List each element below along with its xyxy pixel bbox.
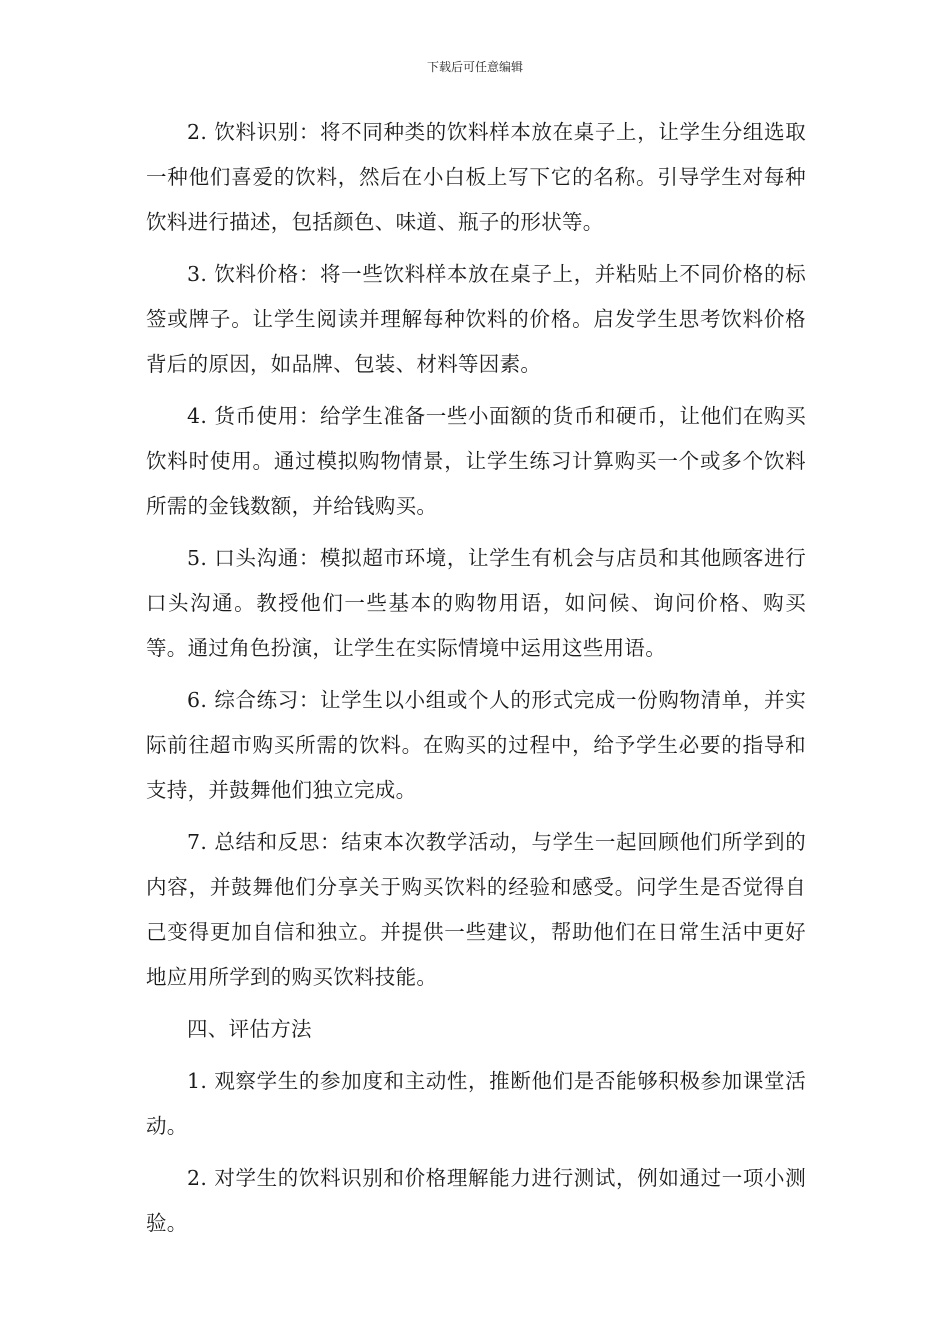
paragraph-summary-reflection: 7. 总结和反思：结束本次教学活动，与学生一起回顾他们所学到的内容，并鼓舞他们分享关于购买饮料的经验和感受。问学生是否觉得自己变得更加自信和独立。并提供一些建议，帮助他们在日常生活中更好地应用所学到的购买饮料技能。	[146, 830, 806, 989]
paragraph-comprehensive-practice: 6. 综合练习：让学生以小组或个人的形式完成一份购物清单，并实际前往超市购买所需的饮料。在购买的过程中，给予学生必要的指导和支持，并鼓舞他们独立完成。	[146, 688, 806, 802]
paragraph-evaluation-1: 1. 观察学生的参加度和主动性，推断他们是否能够积极参加课堂活动。	[146, 1069, 806, 1138]
document-body	[146, 110, 806, 1253]
paragraph-currency-use: 4. 货币使用：给学生准备一些小面额的货币和硬币，让他们在购买饮料时使用。通过模拟购物情景，让学生练习计算购买一个或多个饮料所需的金钱数额，并给钱购买。	[146, 404, 806, 518]
page-header: 下载后可任意编辑	[426, 60, 523, 74]
paragraph-beverage-identification: 2. 饮料识别：将不同种类的饮料样本放在桌子上，让学生分组选取一种他们喜爱的饮料，然后在小白板上写下它的名称。引导学生对每种饮料进行描述，包括颜色、味道、瓶子的形状等。	[146, 120, 806, 234]
paragraph-oral-communication: 5. 口头沟通：模拟超市环境，让学生有机会与店员和其他顾客进行口头沟通。教授他们一些基本的购物用语，如问候、询问价格、购买等。通过角色扮演，让学生在实际情境中运用这些用语。	[146, 546, 806, 660]
paragraph-beverage-price: 3. 饮料价格：将一些饮料样本放在桌子上，并粘贴上不同价格的标签或牌子。让学生阅读并理解每种饮料的价格。启发学生思考饮料价格背后的原因，如品牌、包装、材料等因素。	[146, 262, 806, 376]
section-heading-evaluation: 四、评估方法	[187, 1017, 312, 1041]
paragraph-evaluation-2: 2. 对学生的饮料识别和价格理解能力进行测试，例如通过一项小测验。	[146, 1166, 806, 1235]
